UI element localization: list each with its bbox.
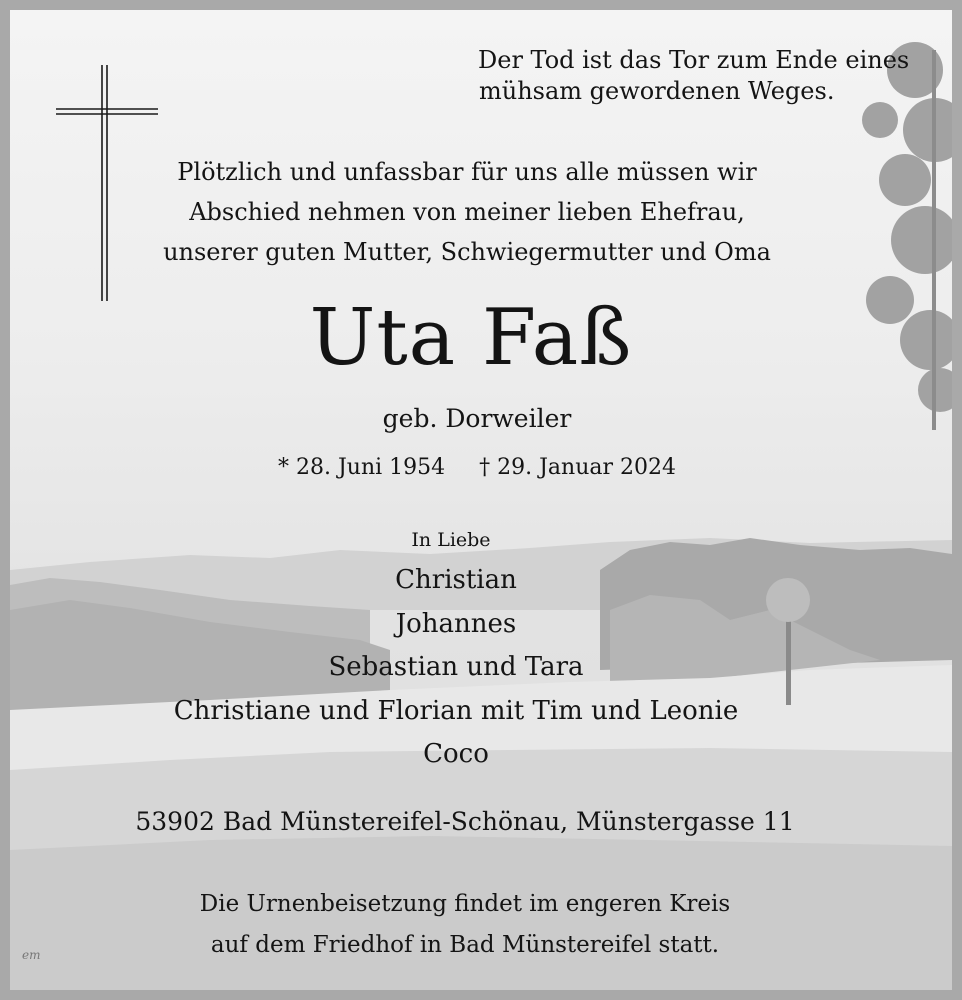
designer-mark: em <box>22 948 41 962</box>
burial-line-2: auf dem Friedhof in Bad Münstereifel statt. <box>210 932 720 958</box>
mourner-address: 53902 Bad Münstereifel-Schönau, Münstergasse 11 <box>135 807 795 836</box>
obituary-notice <box>10 10 952 990</box>
intro-text <box>10 152 938 272</box>
mourner-name: Christiane und Florian mit Tim und Leonie <box>173 695 739 726</box>
mourner-name: Johannes <box>395 608 517 639</box>
mourner-name: Christian <box>395 565 517 595</box>
motto-line-2: mühsam gewordenen Weges. <box>479 77 835 105</box>
death-date: † 29. Januar 2024 <box>479 455 677 480</box>
intro-line-2: Abschied nehmen von meiner lieben Ehefrau, <box>189 198 745 226</box>
mourner-name: Coco <box>423 739 489 769</box>
deceased-name: Uta Faß <box>309 293 633 383</box>
burial-line-1: Die Urnenbeisetzung findet im engeren Kreis <box>199 891 731 917</box>
mourner-name: Sebastian und Tara <box>328 652 584 682</box>
birth-date: * 28. Juni 1954 <box>277 455 446 480</box>
burial-notice <box>10 884 936 966</box>
mourners-list <box>10 559 927 777</box>
mourners-label: In Liebe <box>411 529 491 551</box>
intro-line-1: Plötzlich und unfassbar für uns alle müssen wir <box>177 158 757 186</box>
motto-line-1: Der Tod ist das Tor zum Ende eines <box>478 46 910 74</box>
maiden-name: geb. Dorweiler <box>382 404 572 433</box>
life-dates <box>10 452 948 484</box>
intro-line-3: unserer guten Mutter, Schwiegermutter und Oma <box>163 238 771 266</box>
motto <box>478 45 909 107</box>
